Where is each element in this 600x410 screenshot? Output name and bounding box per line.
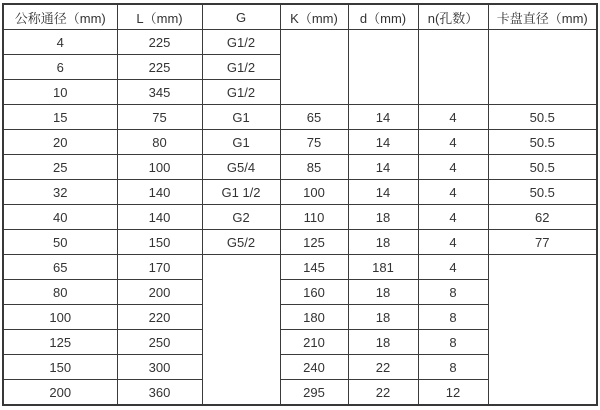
table-cell: 4 <box>418 130 488 155</box>
table-cell: 14 <box>348 130 418 155</box>
table-cell: 150 <box>117 230 202 255</box>
column-header-4: d（mm) <box>348 4 418 30</box>
table-cell: G1/2 <box>202 30 280 55</box>
table-cell: 32 <box>3 180 117 205</box>
table-cell: G2 <box>202 205 280 230</box>
table-cell: 62 <box>488 205 597 230</box>
table-cell: 125 <box>280 230 348 255</box>
table-cell: 295 <box>280 380 348 406</box>
table-cell <box>488 255 597 406</box>
table-cell: 4 <box>418 180 488 205</box>
table-cell: 360 <box>117 380 202 406</box>
table-cell: 14 <box>348 105 418 130</box>
table-row <box>3 155 597 180</box>
table-cell: 181 <box>348 255 418 280</box>
table-row <box>3 105 597 130</box>
table-cell: 22 <box>348 355 418 380</box>
table-cell: 225 <box>117 30 202 55</box>
table-cell: 150 <box>3 355 117 380</box>
table-row <box>3 130 597 155</box>
table-cell: 18 <box>348 330 418 355</box>
table-cell: 18 <box>348 305 418 330</box>
table-cell: 22 <box>348 380 418 406</box>
table-cell: 75 <box>280 130 348 155</box>
table-cell: 80 <box>3 280 117 305</box>
table-cell: 8 <box>418 330 488 355</box>
table-cell: 8 <box>418 355 488 380</box>
table-cell: G1 <box>202 130 280 155</box>
table-cell: 145 <box>280 255 348 280</box>
table-row <box>3 230 597 255</box>
table-cell: G1/2 <box>202 55 280 80</box>
table-cell: 210 <box>280 330 348 355</box>
table-cell: 220 <box>117 305 202 330</box>
table-cell: 200 <box>3 380 117 406</box>
table-cell: G5/4 <box>202 155 280 180</box>
spec-table <box>2 3 598 406</box>
table-row <box>3 205 597 230</box>
table-cell: 140 <box>117 180 202 205</box>
table-cell: 100 <box>3 305 117 330</box>
table-cell: G5/2 <box>202 230 280 255</box>
table-cell: 8 <box>418 305 488 330</box>
table-cell: 250 <box>117 330 202 355</box>
table-cell <box>418 30 488 105</box>
table-cell: 160 <box>280 280 348 305</box>
table-cell: 50.5 <box>488 130 597 155</box>
table-cell: 75 <box>117 105 202 130</box>
table-row <box>3 255 597 280</box>
table-cell: 20 <box>3 130 117 155</box>
table-cell: 180 <box>280 305 348 330</box>
table-cell: 4 <box>418 255 488 280</box>
column-header-5: n(孔数） <box>418 4 488 30</box>
table-cell: 65 <box>3 255 117 280</box>
table-cell: 85 <box>280 155 348 180</box>
column-header-3: K（mm) <box>280 4 348 30</box>
header-row <box>3 4 597 30</box>
table-cell: 110 <box>280 205 348 230</box>
table-cell: 240 <box>280 355 348 380</box>
table-cell: 50.5 <box>488 105 597 130</box>
table-cell: 125 <box>3 330 117 355</box>
table-row <box>3 180 597 205</box>
column-header-0: 公称通径（mm) <box>3 4 117 30</box>
table-cell: 65 <box>280 105 348 130</box>
table-cell <box>348 30 418 105</box>
column-header-6: 卡盘直径（mm) <box>488 4 597 30</box>
table-cell: G1 1/2 <box>202 180 280 205</box>
spec-table-body <box>3 30 597 406</box>
table-cell <box>280 30 348 105</box>
table-cell: 8 <box>418 280 488 305</box>
table-cell: 140 <box>117 205 202 230</box>
column-header-1: L（mm) <box>117 4 202 30</box>
spec-table-container <box>2 3 598 406</box>
table-cell: 12 <box>418 380 488 406</box>
column-header-2: G <box>202 4 280 30</box>
table-cell: 4 <box>418 105 488 130</box>
table-cell: 25 <box>3 155 117 180</box>
table-cell: 50.5 <box>488 155 597 180</box>
table-cell: 15 <box>3 105 117 130</box>
table-cell: 77 <box>488 230 597 255</box>
table-cell: 4 <box>418 205 488 230</box>
table-cell: 200 <box>117 280 202 305</box>
table-cell: 170 <box>117 255 202 280</box>
table-row <box>3 30 597 55</box>
table-cell: 300 <box>117 355 202 380</box>
table-cell: 10 <box>3 80 117 105</box>
table-cell: 40 <box>3 205 117 230</box>
table-cell: 6 <box>3 55 117 80</box>
table-cell: 225 <box>117 55 202 80</box>
table-cell: 50 <box>3 230 117 255</box>
table-cell <box>488 30 597 105</box>
table-cell: 14 <box>348 180 418 205</box>
table-cell: 18 <box>348 205 418 230</box>
spec-table-header <box>3 4 597 30</box>
table-cell <box>202 255 280 406</box>
table-cell: G1/2 <box>202 80 280 105</box>
table-cell: 18 <box>348 280 418 305</box>
table-cell: 18 <box>348 230 418 255</box>
table-cell: 14 <box>348 155 418 180</box>
table-cell: 100 <box>117 155 202 180</box>
table-cell: 4 <box>418 155 488 180</box>
table-cell: 4 <box>418 230 488 255</box>
table-cell: G1 <box>202 105 280 130</box>
table-cell: 100 <box>280 180 348 205</box>
table-cell: 80 <box>117 130 202 155</box>
table-cell: 50.5 <box>488 180 597 205</box>
table-cell: 345 <box>117 80 202 105</box>
table-cell: 4 <box>3 30 117 55</box>
